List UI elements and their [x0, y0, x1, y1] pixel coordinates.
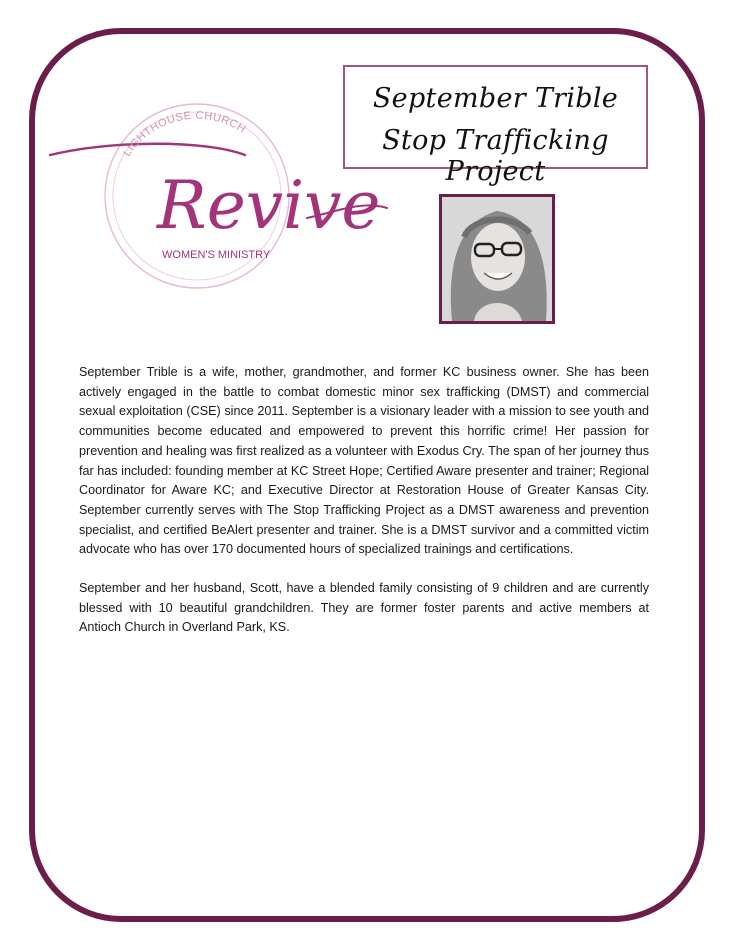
logo-top-text: LIGHTHOUSE CHURCH: [121, 109, 248, 159]
revive-logo: [45, 100, 395, 292]
logo-swoosh: [50, 144, 245, 155]
portrait-photo: [439, 194, 555, 324]
logo-bottom-text: WOMEN'S MINISTRY: [162, 249, 271, 261]
biography: [79, 363, 649, 657]
title-name: September Trible: [372, 83, 619, 114]
title-organization: Stop Trafficking Project: [382, 125, 609, 187]
bio-paragraph-1: September Trible is a wife, mother, grandmother, and former KC business owner. She has been actively engaged in the battle to combat domestic minor sex trafficking (DMST) and commercial sexual exploitation (CSE) since 2011. September is a visionary leader with a mission to see youth and communities become educated and empowered to prevent this horrific crime! Her passion for prevention and healing was first realized as a volunteer with Exodus Cry. The span of her journey thus far has included: founding member at KC Street Hope; Certified Aware presenter and trainer; Regional Coordinator for Aware KC; and Executive Director at Restoration House of Greater Kansas City. September currently serves with The Stop Trafficking Project as a DMST awareness and prevention specialist, and certified BeAlert presenter and trainer. She is a DMST survivor and a committed victim advocate who has over 170 documented hours of specialized trainings and certifications.: [79, 365, 649, 557]
bio-paragraph-2: September and her husband, Scott, have a blended family consisting of 9 children and are currently blessed with 10 beautiful grandchildren. They are former foster parents and active members at Antioch Church in Overland Park, KS.: [79, 581, 649, 635]
logo-script-word: Revive: [157, 167, 381, 244]
